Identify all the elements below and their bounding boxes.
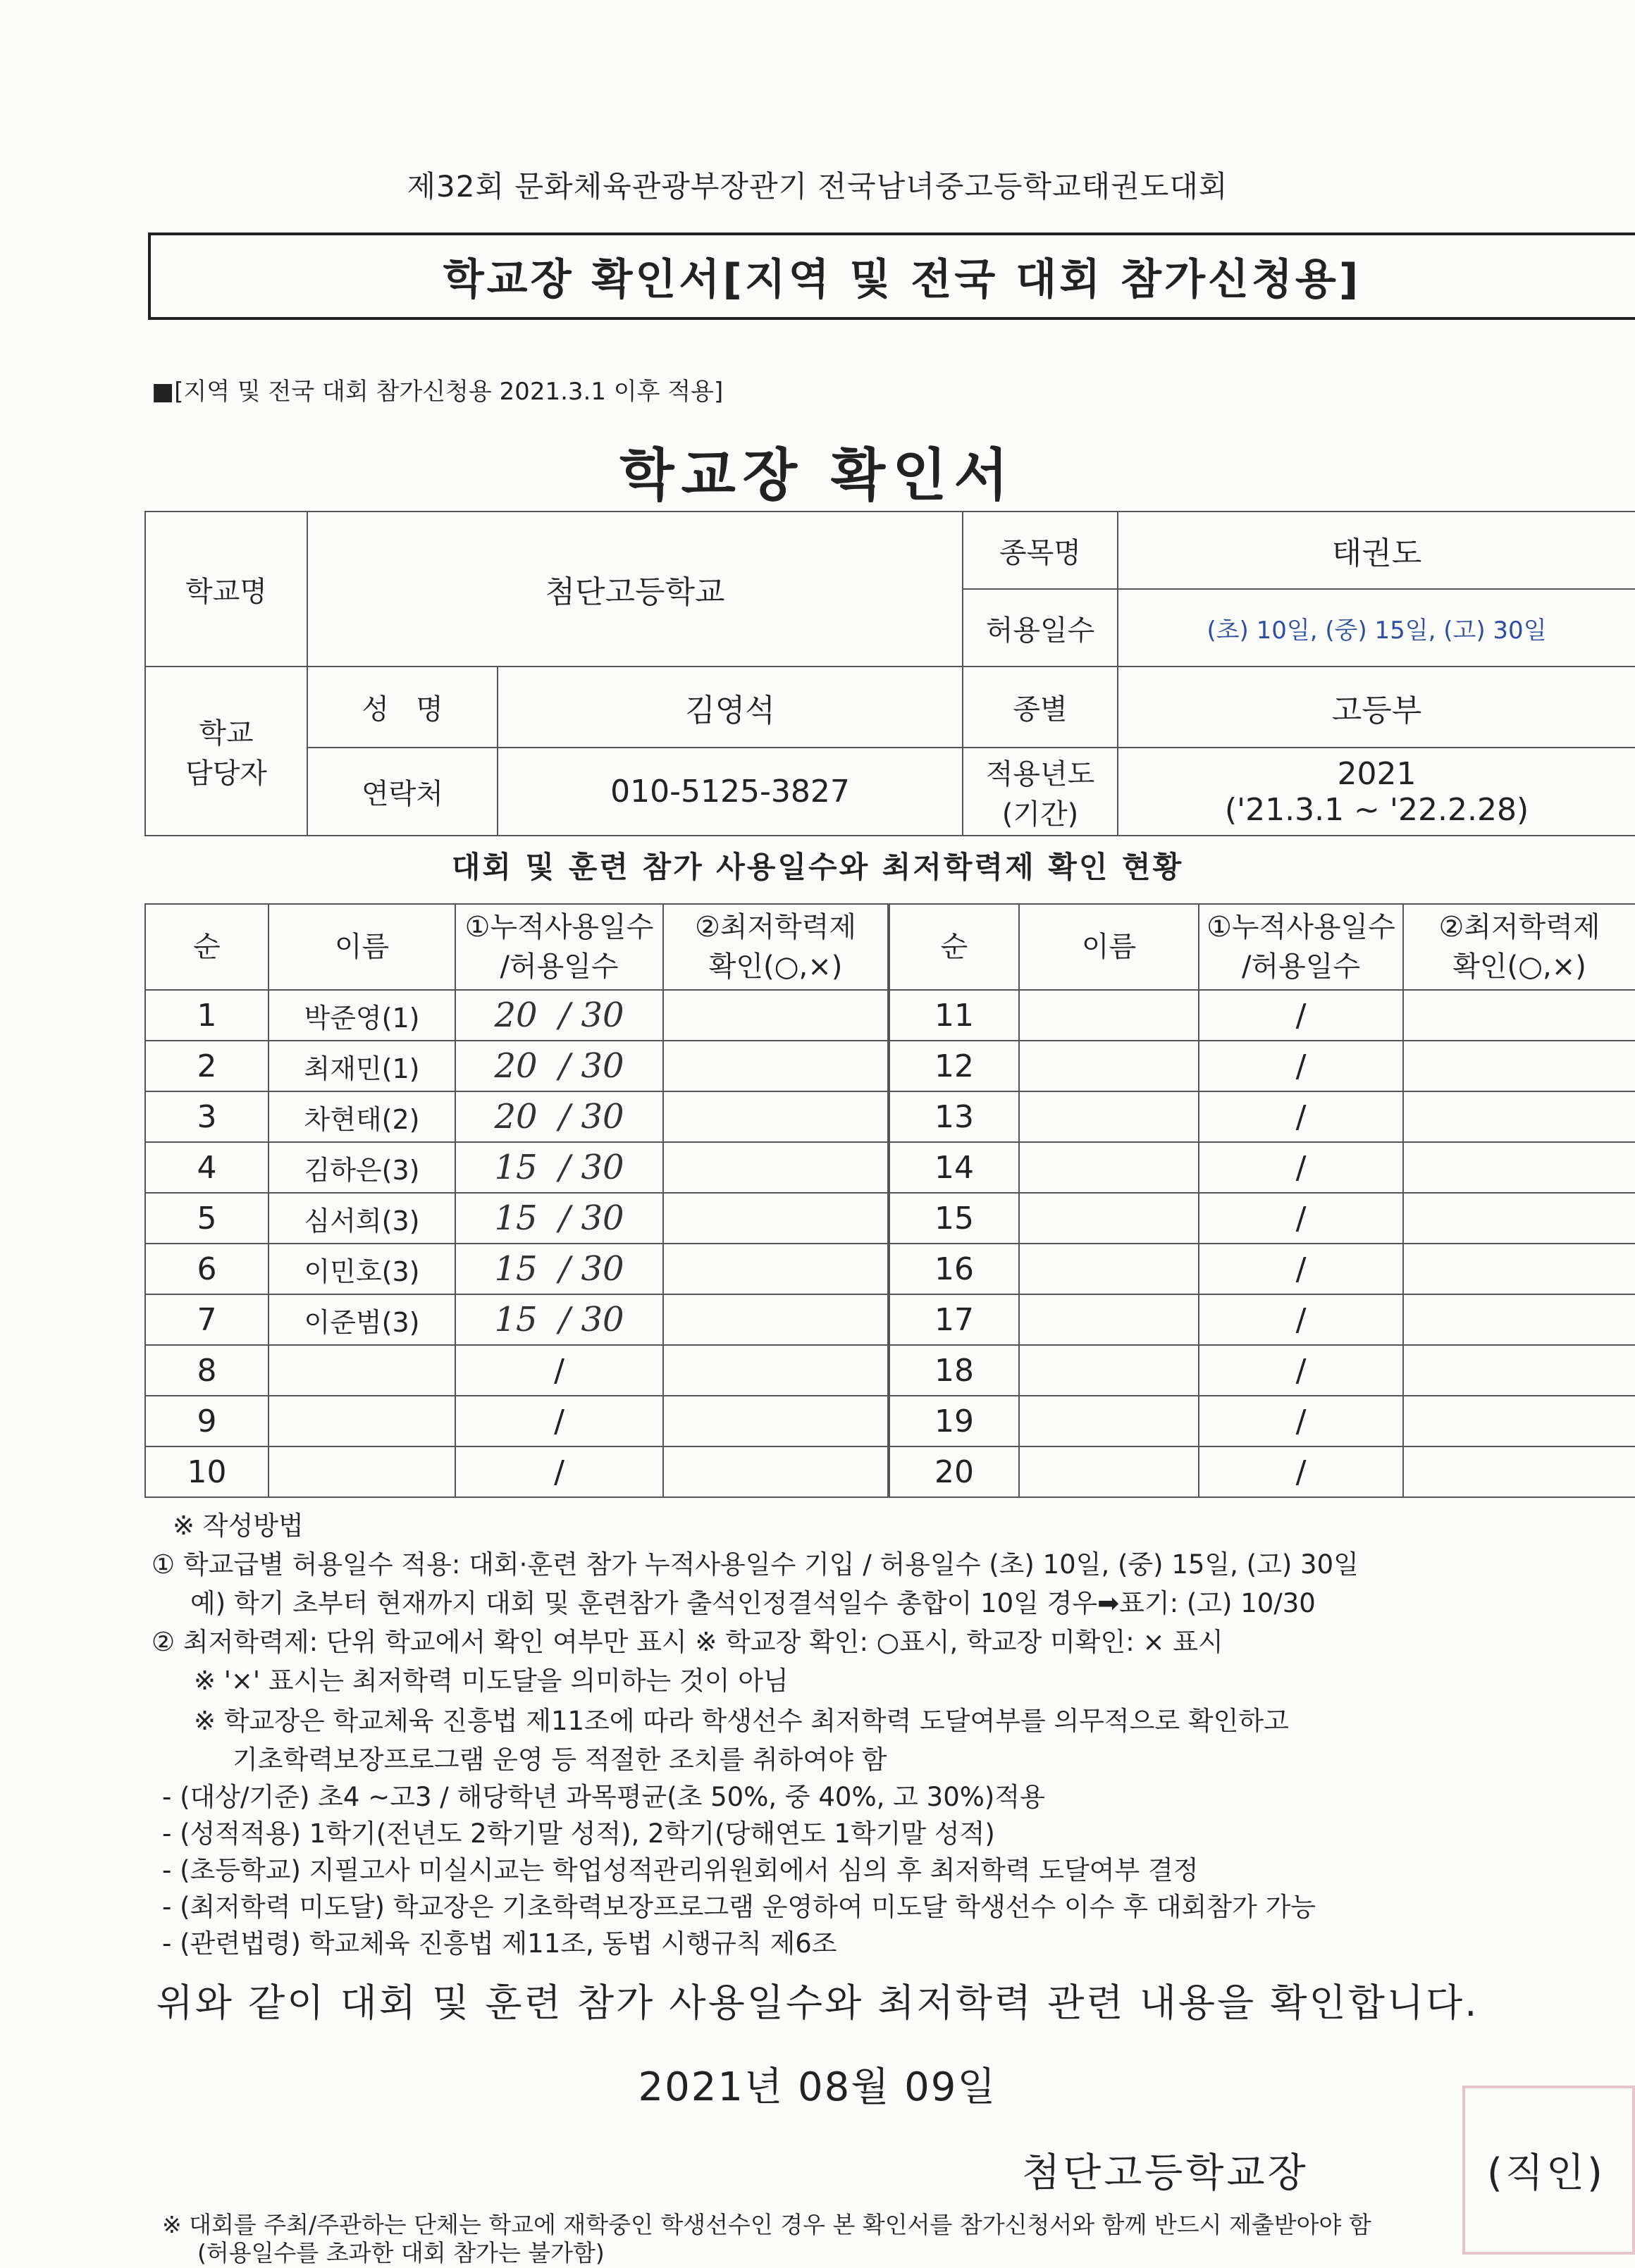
header-check-line1: ②최저학력제: [694, 911, 857, 943]
header-check-2: [1403, 904, 1635, 990]
row-name-2: [1019, 1294, 1199, 1345]
note-2: ② 최저학력제: 단위 학교에서 확인 여부만 표시 ※ 학교장 확인: ○표시, 학교장 미확인: × 표시: [152, 1627, 1223, 1657]
detail-target: - (대상/기준) 초4 ~고3 / 해당학년 과목평균(초 50%, 중 40%, 고 30%)적용: [162, 1782, 1045, 1812]
table-row: [145, 1345, 1635, 1396]
row-name: [269, 1446, 455, 1497]
division-label: 종별: [963, 667, 1118, 748]
row-days: 15 / 30: [455, 1294, 663, 1345]
table-row: [145, 1041, 1635, 1091]
row-name-2: [1019, 1446, 1199, 1497]
header-days2-line1: ①누적사용일수: [1207, 911, 1395, 943]
seal-label: (직인): [1487, 2150, 1605, 2196]
row-no: 8: [145, 1345, 269, 1396]
row-name: 박준영(1): [269, 990, 455, 1041]
period-range: ('21.3.1 ~ '22.2.28): [1224, 791, 1529, 828]
header-no-2: 순: [889, 904, 1019, 990]
apply-note: ■[지역 및 전국 대회 참가신청용 2021.3.1 이후 적용]: [152, 378, 724, 406]
row-days: /: [455, 1446, 663, 1497]
row-no-2: 11: [889, 990, 1019, 1041]
header-no: 순: [145, 904, 269, 990]
row-no-2: 18: [889, 1345, 1019, 1396]
row-name-2: [1019, 1091, 1199, 1142]
table-header-row: [145, 904, 1635, 990]
header-days: [455, 904, 663, 990]
row-no-2: 20: [889, 1446, 1019, 1497]
row-check-2: [1403, 1041, 1635, 1091]
row-no-2: 16: [889, 1244, 1019, 1294]
row-check-2: [1403, 1345, 1635, 1396]
note-2b: ※ 학교장은 학교체육 진흥법 제11조에 따라 학생선수 최저학력 도달여부를 의무적으로 확인하고: [194, 1706, 1289, 1736]
row-days: 15 / 30: [455, 1193, 663, 1244]
contact-label-line1: 학교: [199, 717, 254, 750]
sport-label: 종목명: [963, 512, 1118, 589]
detail-law: - (관련법령) 학교체육 진흥법 제11조, 동법 시행규칙 제6조: [162, 1928, 837, 1959]
phone-value: 010-5125-3827: [498, 748, 963, 836]
row-check-2: [1403, 990, 1635, 1041]
row-check: [663, 1193, 889, 1244]
row-days-2: /: [1199, 1244, 1403, 1294]
header-days2-line2: /허용일수: [1241, 950, 1361, 983]
period-label: [963, 748, 1118, 836]
row-days: 15 / 30: [455, 1244, 663, 1294]
row-name: 김하은(3): [269, 1142, 455, 1193]
table-row: [145, 1294, 1635, 1345]
document-title: 학교장 확인서[지역 및 전국 대회 참가신청용]: [443, 255, 1362, 304]
note-1-example: 예) 학기 초부터 현재까지 대회 및 훈련참가 출석인정결석일수 총합이 10일 경우➡표기: (고) 10/30: [190, 1588, 1316, 1618]
row-check-2: [1403, 1142, 1635, 1193]
row-check: [663, 1396, 889, 1446]
header-check2-line2: 확인(○,×): [1452, 950, 1586, 983]
table-row: [145, 1446, 1635, 1497]
period-year: 2021: [1337, 755, 1417, 792]
school-name-label: 학교명: [145, 512, 307, 667]
name-label: 성 명: [307, 667, 498, 748]
header-check2-line1: ②최저학력제: [1438, 911, 1600, 943]
row-days: 20 / 30: [455, 1041, 663, 1091]
row-days: /: [455, 1345, 663, 1396]
detail-elementary: - (초등학교) 지필고사 미실시교는 학업성적관리위원회에서 심의 후 최저학력 도달여부 결정: [162, 1855, 1199, 1885]
row-check-2: [1403, 1244, 1635, 1294]
row-days-2: /: [1199, 1446, 1403, 1497]
phone-label: 연락처: [307, 748, 498, 836]
row-no: 9: [145, 1396, 269, 1446]
row-no-2: 19: [889, 1396, 1019, 1446]
row-name-2: [1019, 1244, 1199, 1294]
row-days-2: /: [1199, 990, 1403, 1041]
row-name-2: [1019, 1142, 1199, 1193]
header-days-line1: ①누적사용일수: [464, 911, 654, 943]
form-title: 학교장 확인서: [619, 442, 1016, 508]
row-name: [269, 1345, 455, 1396]
row-check: [663, 1142, 889, 1193]
header-check-line2: 확인(○,×): [708, 950, 843, 983]
row-no: 5: [145, 1193, 269, 1244]
row-name-2: [1019, 1345, 1199, 1396]
row-no-2: 12: [889, 1041, 1019, 1091]
row-check-2: [1403, 1396, 1635, 1446]
row-check: [663, 1446, 889, 1497]
name-value: 김영석: [498, 667, 963, 748]
row-no-2: 17: [889, 1294, 1019, 1345]
row-check-2: [1403, 1193, 1635, 1244]
note-1: ① 학교급별 허용일수 적용: 대회·훈련 참가 누적사용일수 기입 / 허용일수 (초) 10일, (중) 15일, (고) 30일: [152, 1549, 1359, 1580]
contact-label-line2: 담당자: [185, 757, 267, 790]
division-value: 고등부: [1118, 667, 1635, 748]
allowed-days-value: (초) 10일, (중) 15일, (고) 30일: [1118, 589, 1635, 667]
header-days-line2: /허용일수: [500, 950, 619, 983]
row-check-2: [1403, 1294, 1635, 1345]
row-days: 20 / 30: [455, 1091, 663, 1142]
header-name-2: 이름: [1019, 904, 1199, 990]
row-days: 20 / 30: [455, 990, 663, 1041]
row-check: [663, 1345, 889, 1396]
row-days-2: /: [1199, 1041, 1403, 1091]
contact-person-label: [145, 667, 307, 836]
note-2a: ※ '×' 표시는 최저학력 미도달을 의미하는 것이 아님: [194, 1666, 789, 1696]
row-no-2: 13: [889, 1091, 1019, 1142]
row-check: [663, 1294, 889, 1345]
allowed-days-label: 허용일수: [963, 589, 1118, 667]
row-name: 심서희(3): [269, 1193, 455, 1244]
document-title-box: [148, 233, 1635, 320]
row-name: 이민호(3): [269, 1244, 455, 1294]
period-label-line2: (기간): [1001, 798, 1079, 831]
header-days-2: [1199, 904, 1403, 990]
row-days-2: /: [1199, 1142, 1403, 1193]
row-name-2: [1019, 1193, 1199, 1244]
row-no: 1: [145, 990, 269, 1041]
row-check-2: [1403, 1091, 1635, 1142]
row-check-2: [1403, 1446, 1635, 1497]
principal-title: 첨단고등학교장: [1022, 2150, 1309, 2196]
table-row: [145, 1193, 1635, 1244]
row-no: 10: [145, 1446, 269, 1497]
footnote: ※ 대회를 주최/주관하는 단체는 학교에 재학중인 학생선수인 경우 본 확인서를 참가신청서와 함께 반드시 제출받아야 함: [162, 2211, 1371, 2238]
confirmation-date: 2021년 08월 09일: [638, 2064, 997, 2110]
row-name: 이준범(3): [269, 1294, 455, 1345]
row-days: /: [455, 1396, 663, 1446]
status-title: 대회 및 훈련 참가 사용일수와 최저학력제 확인 현황: [451, 850, 1184, 884]
table-row: [145, 990, 1635, 1041]
row-name: 차현태(2): [269, 1091, 455, 1142]
row-name-2: [1019, 1396, 1199, 1446]
confirmation-statement: 위와 같이 대회 및 훈련 참가 사용일수와 최저학력 관련 내용을 확인합니다.: [156, 1981, 1479, 2025]
header-name: 이름: [269, 904, 455, 990]
row-check: [663, 1244, 889, 1294]
row-no-2: 15: [889, 1193, 1019, 1244]
row-name-2: [1019, 1041, 1199, 1091]
header-check: [663, 904, 889, 990]
row-no: 2: [145, 1041, 269, 1091]
row-no: 7: [145, 1294, 269, 1345]
row-days-2: /: [1199, 1294, 1403, 1345]
row-no: 4: [145, 1142, 269, 1193]
footnote-cont: (허용일수를 초과한 대회 참가는 불가함): [197, 2239, 605, 2267]
row-no: 3: [145, 1091, 269, 1142]
period-label-line1: 적용년도: [985, 757, 1095, 791]
event-title: 제32회 문화체육관광부장관기 전국남녀중고등학교태권도대회: [407, 169, 1228, 204]
school-info-table: [144, 511, 1635, 836]
row-days-2: /: [1199, 1193, 1403, 1244]
table-row: [145, 1091, 1635, 1142]
row-days-2: /: [1199, 1345, 1403, 1396]
row-no-2: 14: [889, 1142, 1019, 1193]
row-days-2: /: [1199, 1396, 1403, 1446]
row-name-2: [1019, 990, 1199, 1041]
row-days-2: /: [1199, 1091, 1403, 1142]
note-2b-cont: 기초학력보장프로그램 운영 등 적절한 조치를 취하여야 함: [233, 1745, 887, 1775]
row-name: [269, 1396, 455, 1446]
row-check: [663, 1041, 889, 1091]
table-row: [145, 1396, 1635, 1446]
row-days: 15 / 30: [455, 1142, 663, 1193]
row-name: 최재민(1): [269, 1041, 455, 1091]
row-check: [663, 1091, 889, 1142]
row-check: [663, 990, 889, 1041]
sport-value: 태권도: [1118, 512, 1635, 589]
table-row: [145, 1142, 1635, 1193]
school-name-value: 첨단고등학교: [307, 512, 963, 667]
detail-below-minimum: - (최저학력 미도달) 학교장은 기초학력보장프로그램 운영하여 미도달 학생선수 이수 후 대회참가 가능: [162, 1892, 1316, 1922]
period-value: [1118, 748, 1635, 836]
table-row: [145, 1244, 1635, 1294]
usage-table: [144, 903, 1635, 1498]
detail-grades: - (성적적용) 1학기(전년도 2학기말 성적), 2학기(당해연도 1학기말 성적): [162, 1818, 995, 1849]
notes-heading: ※ 작성방법: [173, 1511, 304, 1541]
row-no: 6: [145, 1244, 269, 1294]
